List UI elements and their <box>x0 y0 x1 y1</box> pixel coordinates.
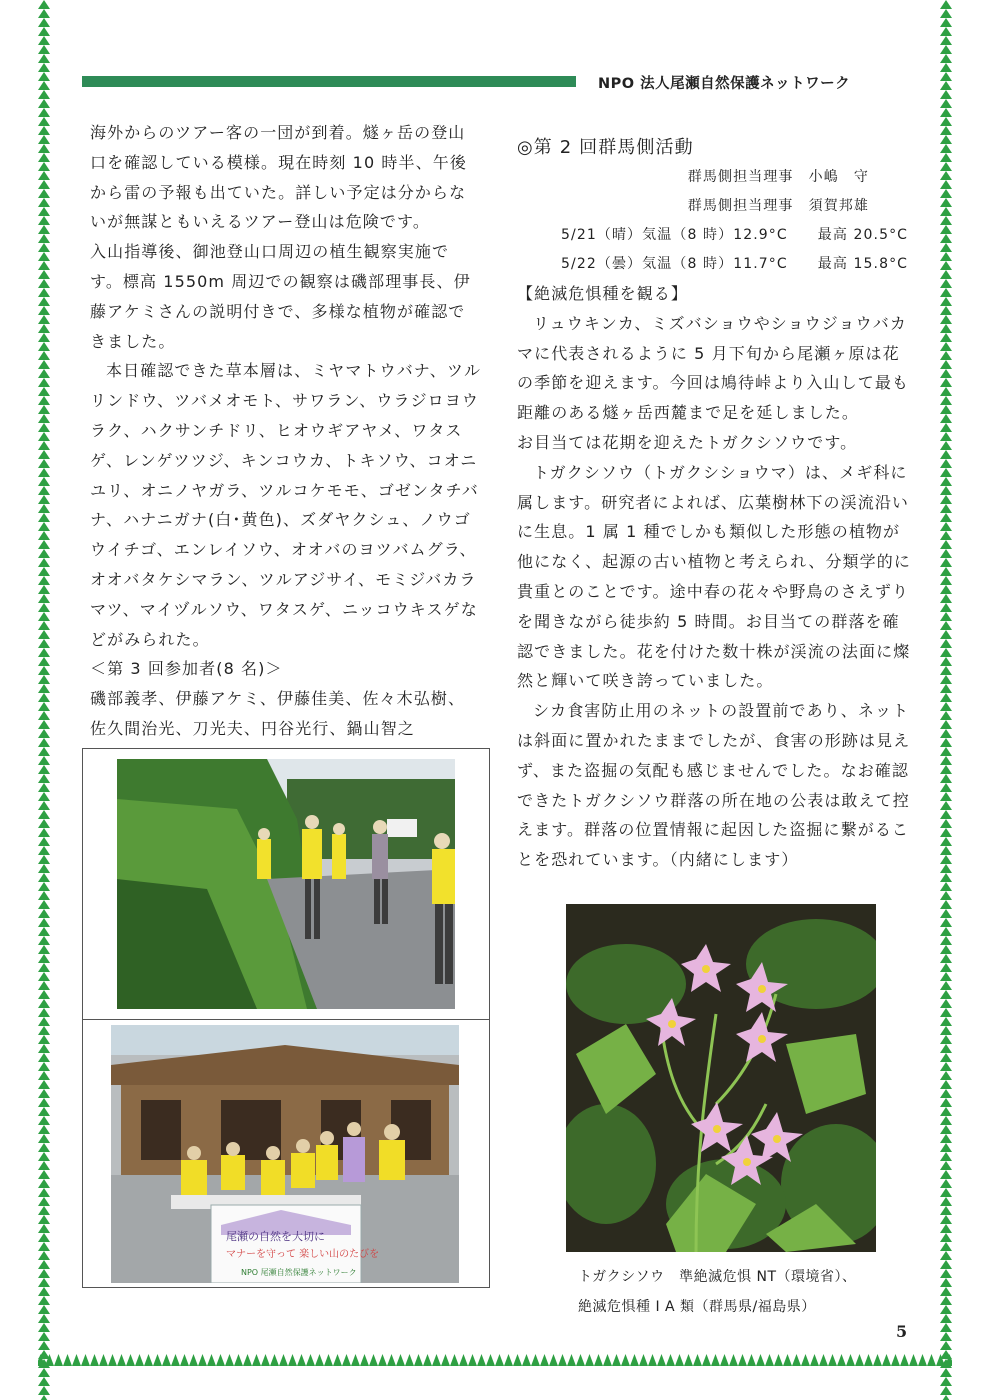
subheading-endangered: 【絶滅危惧種を観る】 <box>517 284 689 303</box>
signature-2: 群馬側担当理事 須賀邦雄 <box>687 198 869 214</box>
weather-2-max: 最高 15.8°C <box>817 256 909 272</box>
page-number: 5 <box>896 1322 908 1341</box>
left-border-decoration <box>38 0 50 1400</box>
header-org-title: NPO 法人尾瀬自然保護ネットワーク <box>598 76 851 92</box>
photo-visitor-center-booth <box>111 1025 459 1283</box>
section-title: ◎第 2 回群馬側活動 <box>517 137 694 158</box>
left-paragraph-1: 海外からのツアー客の一団が到着。燧ヶ岳の登山口を確認している模様。現在時刻 10 時半、午後から雷の予報も出ていた。詳しい予定は分からないが無謀ともいえるツアー登山は危険です。 <box>90 123 467 232</box>
weather-1-date: 5/21（晴）気温（8 時）12.9°C <box>561 227 788 243</box>
left-paragraph-2: 入山指導後、御池登山口周辺の植生観察実施です。標高 1550m 周辺での観察は磯部理事長、伊藤アケミさんの説明付きで、多様な植物が確認できました。 <box>90 242 471 351</box>
caption-line-2: 絶滅危惧種 I A 類（群馬県/福島県） <box>578 1299 816 1315</box>
caption-line-1: トガクシソウ 準絶滅危惧 NT（環境省）、 <box>578 1269 857 1285</box>
right-column <box>517 133 913 875</box>
photo-plant-observation <box>117 759 455 1009</box>
photo-togakushisou-flower <box>566 904 876 1252</box>
left-paragraph-3: 本日確認できた草本層は、ミヤマトウバナ、ツルリンドウ、ツバメオモト、サワラン、ウラジロヨウラク、ハクサンチドリ、ヒオウギアヤメ、ワタスゲ、レンゲツツジ、キンコウカ、トキソウ、コオニユリ、オニノヤガラ、ツルコケモモ、ゴゼンタチバナ、ハナニガナ(白･黄色)、ズダヤクシュ、ノウゴウイチゴ、エンレイソウ、オオバのヨツバムグラ、オオバタケシマラン、ツルアジサイ、モミジバカラマツ、マイヅルソウ、ワタスゲ、ニッコウキスゲなどがみられた。 <box>90 361 482 649</box>
photo-frame <box>82 748 490 1288</box>
flower-caption <box>578 1262 857 1322</box>
signature-1: 群馬側担当理事 小嶋 守 <box>687 169 869 185</box>
weather-2-date: 5/22（曇）気温（8 時）11.7°C <box>561 256 788 272</box>
right-border-decoration <box>940 0 952 1400</box>
weather-1-max: 最高 20.5°C <box>817 227 909 243</box>
participants-heading: ＜第 3 回参加者(8 名)＞ <box>90 659 283 679</box>
weather-row-1 <box>517 221 913 250</box>
photo-divider <box>83 1019 489 1020</box>
right-paragraph-3: シカ食害防止用のネットの設置前であり、ネットは斜面に置かれたままでしたが、食害の形跡は見えず、また盗掘の気配も感じませんでした。なお確認できたトガクシソウ群落の所在地の公表は敢えて控えます。群落の位置情報に起因した盗掘に繋がることを恐れています。（内緒にします） <box>517 701 911 870</box>
header-accent-bar <box>82 76 576 87</box>
right-paragraph-1: リュウキンカ、ミズバショウやショウジョウバカマに代表されるように 5 月下旬から尾瀬ヶ原は花の季節を迎えます。今回は鳩待峠より入山して最も距離のある燧ヶ岳西麓まで足を延しました。 <box>517 313 910 423</box>
bottom-border-decoration <box>0 1354 990 1366</box>
right-paragraph-2: トガクシソウ（トガクシショウマ）は、メギ科に属します。研究者によれば、広葉樹林下の渓流沿いに生息。1 属 1 種でしかも類似した形態の植物が他になく、起源の古い植物と考えられ、分類学的に貴重とのことです。途中春の花々や野鳥のさえずりを聞きながら徒歩約 5 時間。お目当ての群落を確認できました。花を付けた数十株が渓流の法面に燦然と輝いて咲き誇っていました。 <box>517 462 911 691</box>
sign-line-2: マナーを守って 楽しい山のたびを <box>226 1249 380 1260</box>
participants-list: 磯部義孝、伊藤アケミ、伊藤佳美、佐々木弘樹、佐久間治光、刀光夫、円谷光行、鍋山智之 <box>90 689 466 738</box>
weather-row-2 <box>517 250 913 279</box>
sign-org: NPO 尾瀬自然保護ネットワーク <box>241 1268 357 1277</box>
right-inline-text: お目当ては花期を迎えたトガクシソウです。 <box>517 432 858 452</box>
sign-line-1: 尾瀬の自然を大切に <box>226 1230 325 1243</box>
left-column <box>90 118 482 744</box>
